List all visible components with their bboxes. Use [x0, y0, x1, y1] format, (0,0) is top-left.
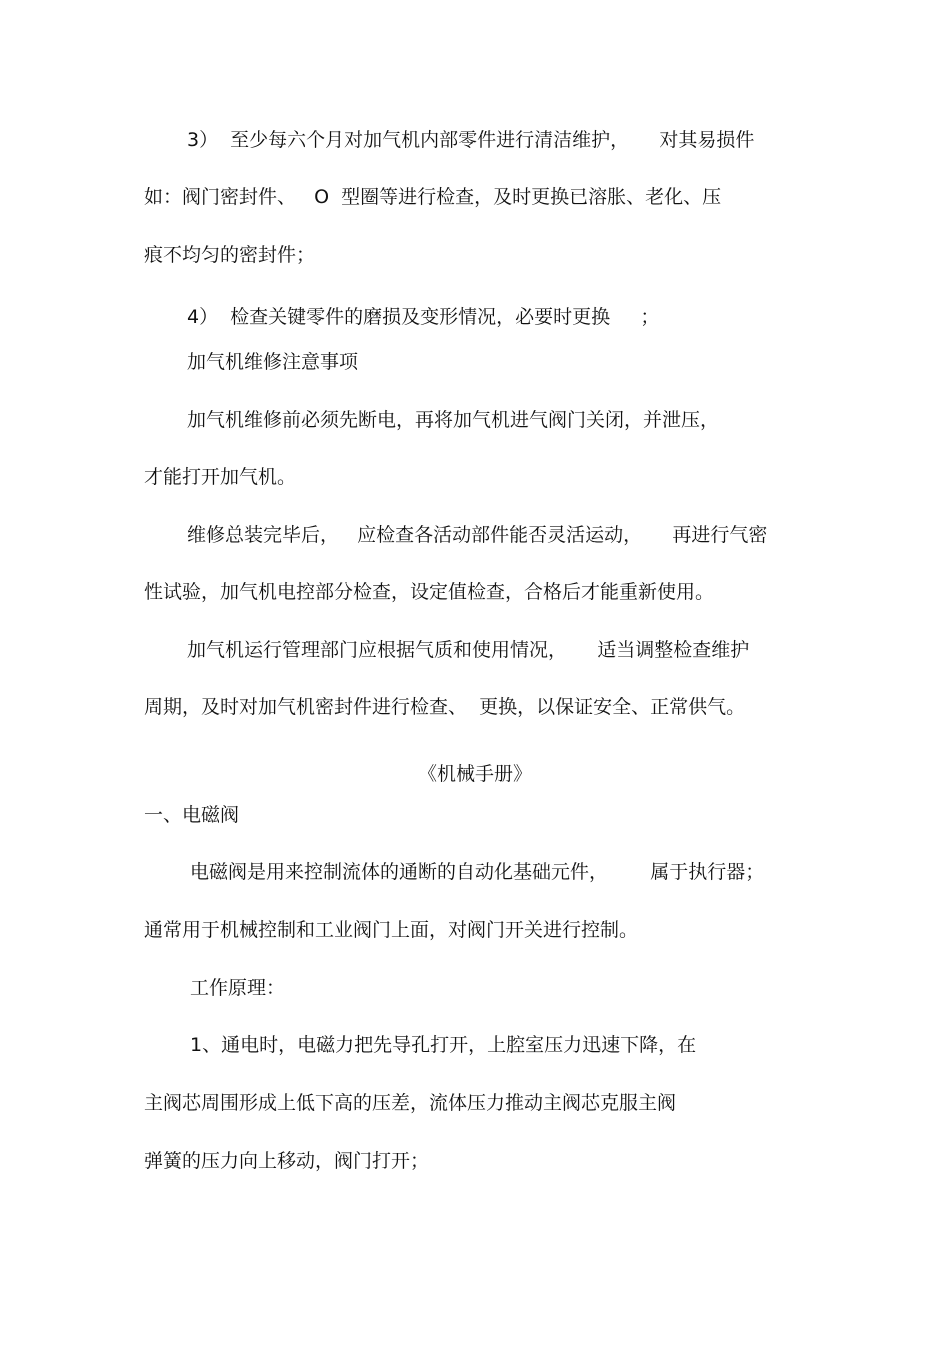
- paragraph-line: 性试验，加气机电控部分检查，设定值检查，合格后才能重新使用。: [144, 581, 715, 603]
- paragraph-line: 4） 检查关键零件的磨损及变形情况，必要时更换 ；: [187, 306, 660, 328]
- paragraph-line: 通常用于机械控制和工业阀门上面，对阀门开关进行控制。: [144, 919, 639, 941]
- paragraph-line: 弹簧的压力向上移动，阀门打开；: [144, 1150, 430, 1172]
- subheading: 工作原理：: [190, 977, 286, 999]
- section-heading: 加气机维修注意事项: [187, 351, 359, 373]
- paragraph-line: 电磁阀是用来控制流体的通断的自动化基础元件， 属于执行器；: [190, 861, 765, 883]
- book-title: 《机械手册》: [417, 763, 532, 785]
- paragraph-line: 周期，及时对加气机密封件进行检查、 更换，以保证安全、正常供气。: [144, 696, 746, 718]
- paragraph-line: 才能打开加气机。: [144, 466, 297, 488]
- paragraph-line: 加气机运行管理部门应根据气质和使用情况， 适当调整检查维护: [187, 639, 750, 661]
- paragraph-line: 痕不均匀的密封件；: [144, 244, 316, 266]
- paragraph-line: 主阀芯周围形成上低下高的压差，流体压力推动主阀芯克服主阀: [144, 1092, 677, 1114]
- paragraph-line: 维修总装完毕后， 应检查各活动部件能否灵活运动， 再进行气密: [187, 524, 768, 546]
- section-heading: 一、电磁阀: [144, 804, 240, 826]
- paragraph-line: 1、通电时，电磁力把先导孔打开，上腔室压力迅速下降，在: [190, 1034, 697, 1056]
- paragraph-line: 3） 至少每六个月对加气机内部零件进行清洁维护， 对其易损件: [187, 129, 755, 151]
- paragraph-line: 加气机维修前必须先断电，再将加气机进气阀门关闭，并泄压，: [187, 409, 720, 431]
- paragraph-line: 如：阀门密封件、 O 型圈等进行检查，及时更换已溶胀、老化、压: [144, 186, 722, 208]
